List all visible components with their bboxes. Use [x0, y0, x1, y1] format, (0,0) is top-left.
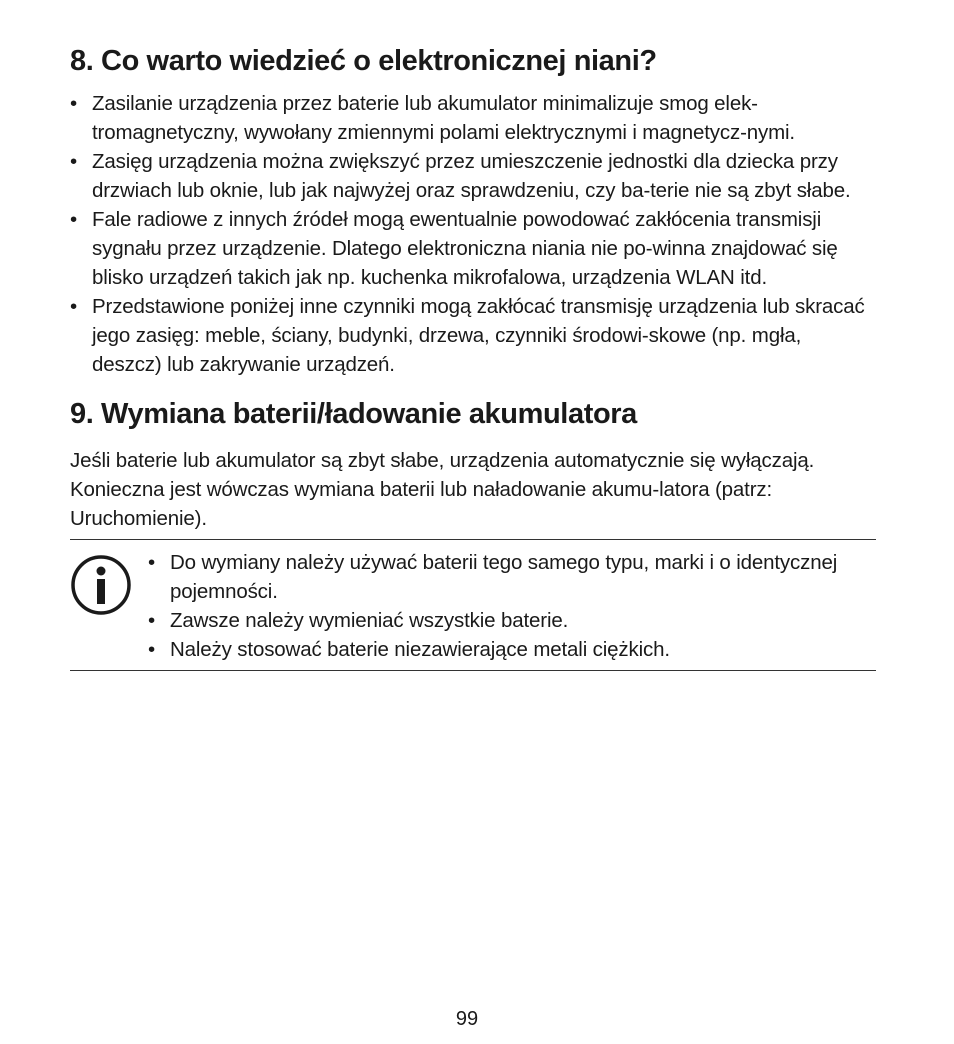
list-item-text: Należy stosować baterie niezawierające metali ciężkich.	[170, 637, 670, 661]
list-item	[148, 635, 876, 664]
list-item	[70, 205, 876, 292]
list-item	[148, 606, 876, 635]
list-item	[148, 548, 876, 606]
list-item-text: Zasilanie urządzenia przez baterie lub akumulator minimalizuje smog elek-tromagnetyczny, wywołany zmiennymi polami elektrycznymi i magnetycz-nymi.	[92, 91, 795, 144]
list-item-text: Zawsze należy wymieniać wszystkie baterie.	[170, 608, 569, 632]
list-item	[70, 147, 876, 205]
info-icon	[70, 554, 132, 616]
page-number: 99	[455, 1008, 479, 1030]
list-item-text: Przedstawione poniżej inne czynniki mogą zakłócać transmisję urządzenia lub skracać jego zasięg: meble, ściany, budynki, drzewa, czynniki środowi-skowe (np. mgła, deszcz) lub zakrywanie urządzeń.	[92, 294, 865, 376]
bullet-glyph: •	[70, 294, 78, 318]
list-item-text: Fale radiowe z innych źródeł mogą ewentualnie powodować zakłócenia transmisji sygnału przez urządzenie. Dlatego elektroniczna niania nie po-winna znajdować się blisko urządzeń takich jak np. kuchenka mikrofalowa, urządzenia WLAN itd.	[92, 207, 838, 289]
list-item	[70, 89, 876, 147]
bullet-glyph: •	[148, 608, 156, 632]
bullet-glyph: •	[70, 91, 78, 115]
list-item-text: Do wymiany należy używać baterii tego samego typu, marki i o identycznej pojemności.	[170, 550, 838, 603]
list-item-text: Zasięg urządzenia można zwiększyć przez umieszczenie jednostki dla dziecka przy drzwiach lub oknie, lub jak najwyżej oraz sprawdzeniu, czy ba-terie nie są zbyt słabe.	[92, 149, 851, 202]
section-9-heading: 9. Wymiana baterii/ładowanie akumulatora	[70, 397, 637, 430]
bullet-glyph: •	[70, 149, 78, 173]
bullet-glyph: •	[148, 550, 156, 574]
bullet-glyph: •	[148, 637, 156, 661]
document-page	[70, 40, 876, 671]
list-item	[70, 292, 876, 379]
section-8-heading: 8. Co warto wiedzieć o elektronicznej niani?	[70, 45, 657, 77]
info-box	[70, 539, 876, 671]
bullet-glyph: •	[70, 207, 78, 231]
info-bullet-list	[148, 548, 876, 664]
section-9-paragraph: Jeśli baterie lub akumulator są zbyt słabe, urządzenia automatycznie się wyłączają. Konieczna jest wówczas wymiana baterii lub naładowanie akumu-latora (patrz: Uruchomienie).	[70, 448, 815, 530]
section-8-bullet-list	[70, 89, 876, 379]
